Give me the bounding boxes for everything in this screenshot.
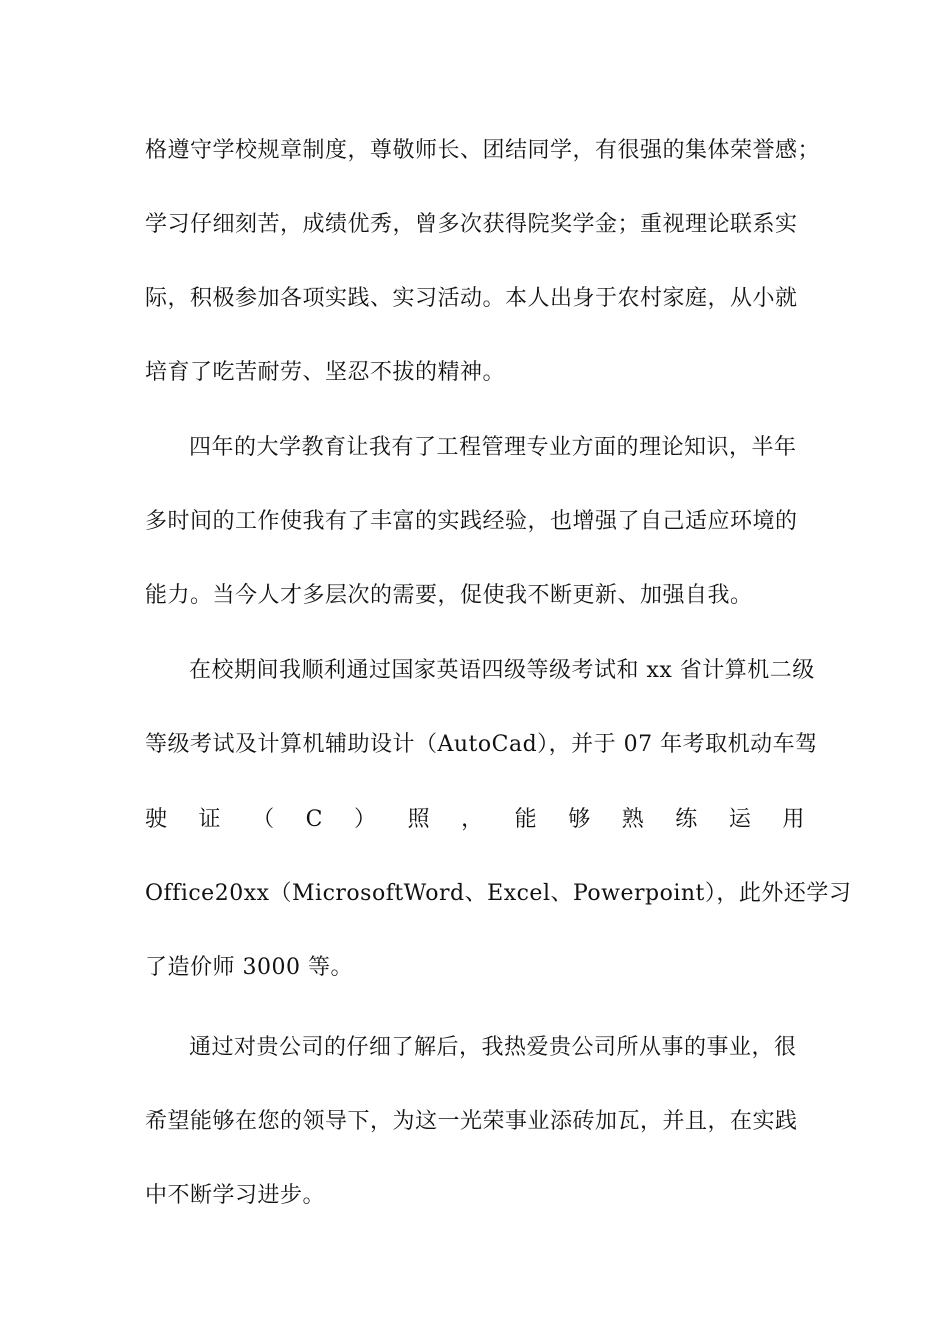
paragraph-line: 格遵守学校规章制度，尊敬师长、团结同学，有很强的集体荣誉感； <box>145 138 821 163</box>
paragraph-line: 际，积极参加各项实践、实习活动。本人出身于农村家庭，从小就 <box>145 286 798 311</box>
spread-char: （ <box>252 807 275 832</box>
spread-char: 练 <box>675 807 698 832</box>
paragraph-line: 学习仔细刻苦，成绩优秀，曾多次获得院奖学金；重视理论联系实 <box>145 212 798 237</box>
spread-char: 运 <box>728 807 752 832</box>
paragraph-line: 希望能够在您的领导下，为这一光荣事业添砖加瓦，并且，在实践 <box>145 1109 798 1134</box>
paragraph-line: 在校期间我顺利通过国家英语四级等级考试和 xx 省计算机二级 <box>189 658 815 683</box>
spread-char: 熟 <box>621 807 645 832</box>
spread-char: 照 <box>407 807 431 832</box>
paragraph-line: 能力。当今人才多层次的需要，促使我不断更新、加强自我。 <box>145 583 753 608</box>
paragraph-line: 多时间的工作使我有了丰富的实践经验，也增强了自己适应环境的 <box>145 509 798 534</box>
paragraph-line: 培育了吃苦耐劳、坚忍不拔的精神。 <box>145 360 506 385</box>
spread-char: 驶 <box>145 807 168 832</box>
spread-char: ） <box>354 807 377 832</box>
paragraph-line: 通过对贵公司的仔细了解后，我热爱贵公司所从事的事业，很 <box>189 1035 797 1060</box>
spread-char: 能 <box>514 807 538 832</box>
paragraph-line: 中不断学习进步。 <box>145 1183 326 1208</box>
spread-char: 用 <box>782 807 805 832</box>
paragraph-line: Office20xx（MicrosoftWord、Excel、Powerpoint），此外还学习 <box>145 881 852 906</box>
paragraph-line: 了造价师 3000 等。 <box>145 955 353 980</box>
spread-line <box>145 805 805 835</box>
spread-char: C <box>305 807 323 832</box>
spread-char: ， <box>461 807 484 832</box>
paragraph-line: 等级考试及计算机辅助设计（AutoCad），并于 07 年考取机动车驾 <box>145 732 818 757</box>
spread-char: 证 <box>198 807 222 832</box>
spread-char: 够 <box>568 807 591 832</box>
paragraph-line: 四年的大学教育让我有了工程管理专业方面的理论知识，半年 <box>189 435 797 460</box>
